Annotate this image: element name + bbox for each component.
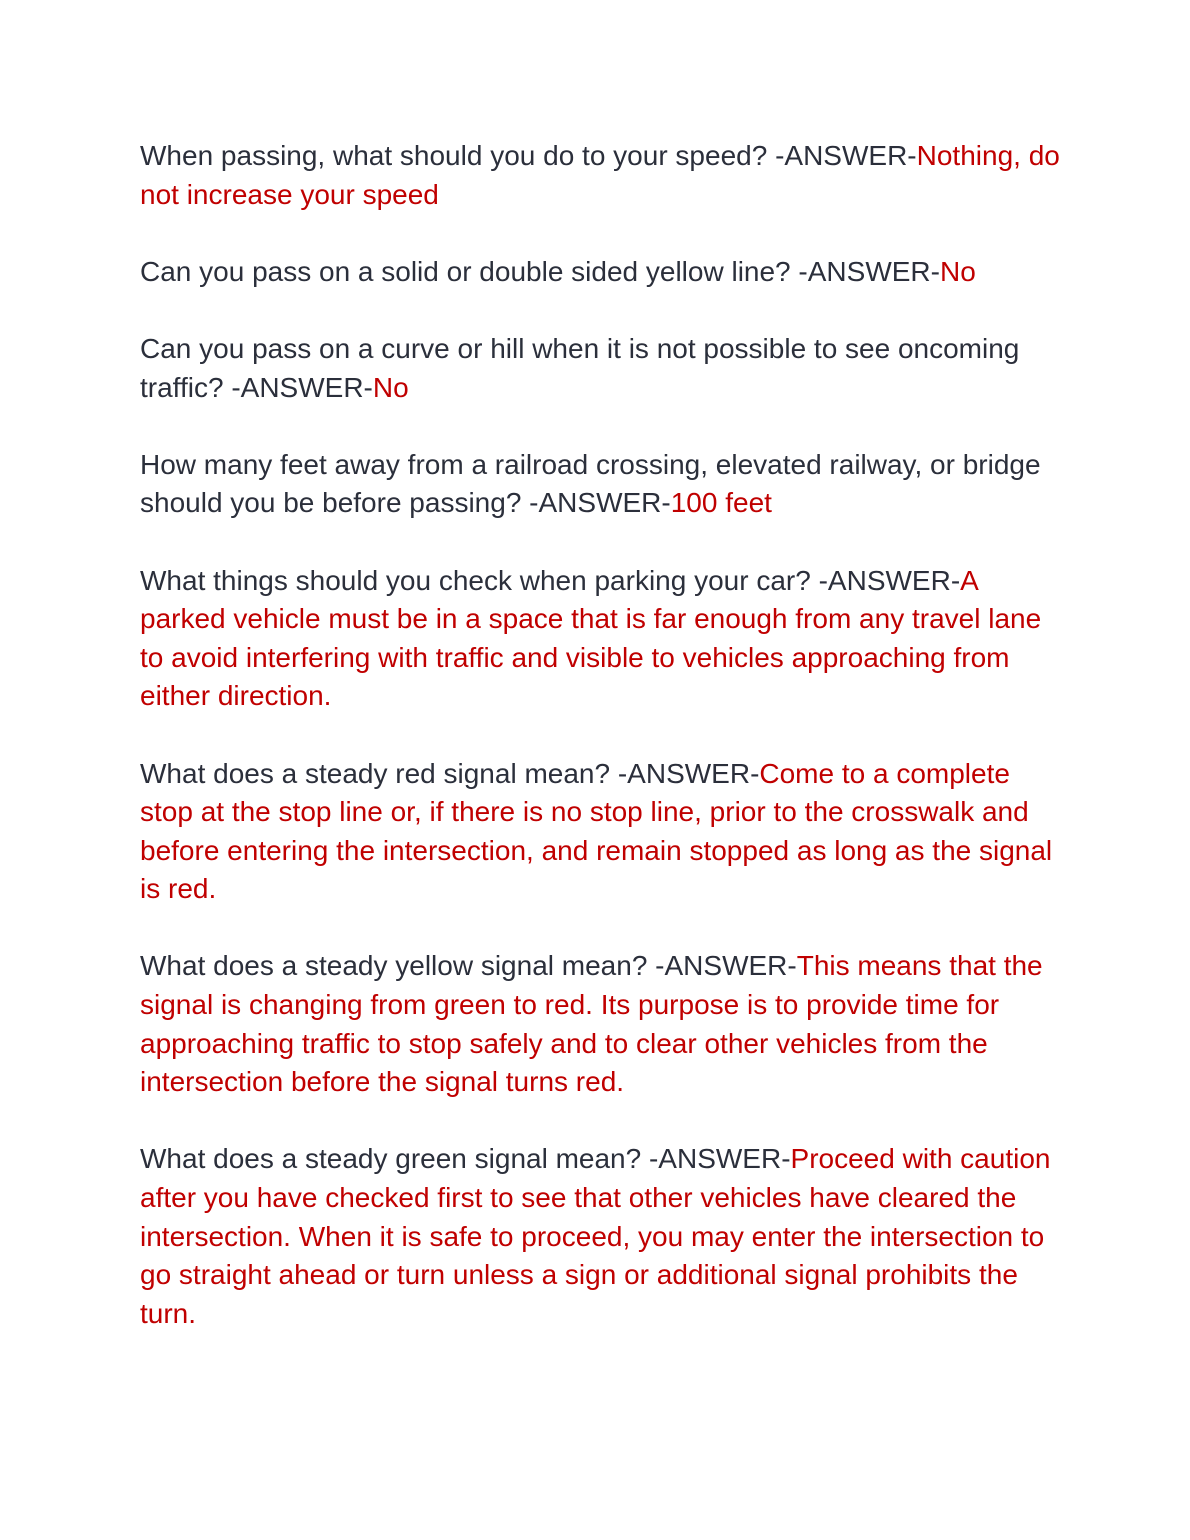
- question-text: Can you pass on a curve or hill when it is not possible to see oncoming traffic?: [140, 332, 1020, 403]
- answer-marker: -ANSWER-: [798, 255, 940, 287]
- answer-text: No: [939, 255, 976, 287]
- answer-text: 100 feet: [670, 487, 772, 519]
- answer-marker: -ANSWER-: [775, 140, 917, 171]
- qa-item: [140, 330, 1060, 407]
- question-text: Can you pass on a solid or double sided yellow line?: [140, 255, 799, 287]
- answer-text: This means that the signal is changing from green to red. Its purpose is to provide time for approaching traffic to stop safely and to clear other vehicles from the intersection before the signal turns red.: [140, 950, 1043, 1098]
- answer-marker: -ANSWER-: [529, 487, 671, 519]
- answer-marker: -ANSWER-: [655, 950, 797, 982]
- qa-item: [140, 1140, 1060, 1333]
- answer-marker: -ANSWER-: [617, 757, 760, 789]
- question-text: What things should you check when parking your car?: [140, 564, 819, 596]
- question-text: What does a steady red signal mean?: [140, 757, 618, 789]
- qa-item: [140, 137, 1060, 214]
- qa-item: [140, 562, 1060, 716]
- qa-item: [140, 446, 1060, 523]
- qa-item: [140, 755, 1060, 909]
- question-text: What does a steady green signal mean?: [140, 1143, 649, 1175]
- answer-text: No: [372, 371, 409, 403]
- answer-text: Come to a complete stop at the stop line or, if there is no stop line, prior to the crosswalk and before entering the intersection, and remain stopped as long as the signal is red.: [140, 757, 1053, 905]
- question-text: What does a steady yellow signal mean?: [140, 950, 656, 982]
- qa-item: [140, 253, 1060, 292]
- answer-marker: -ANSWER-: [231, 371, 373, 403]
- qa-item: [140, 947, 1060, 1101]
- document-page: [140, 137, 1060, 1372]
- answer-marker: -ANSWER-: [818, 564, 961, 596]
- answer-text: Nothing, do not increase your speed: [140, 140, 1060, 210]
- question-text: When passing, what should you do to your speed?: [140, 140, 776, 171]
- answer-marker: -ANSWER-: [648, 1143, 791, 1175]
- answer-text: Proceed with caution after you have checked first to see that other vehicles have cleared the intersection. When it is safe to proceed, you may enter the intersection to go straight ahead or turn unless a sign or additional signal prohibits the turn.: [140, 1143, 1051, 1329]
- answer-text: A parked vehicle must be in a space that is far enough from any travel lane to avoid interfering with traffic and visible to vehicles approaching from either direction.: [140, 564, 1042, 712]
- question-text: How many feet away from a railroad crossing, elevated railway, or bridge should you be before passing?: [140, 448, 1041, 519]
